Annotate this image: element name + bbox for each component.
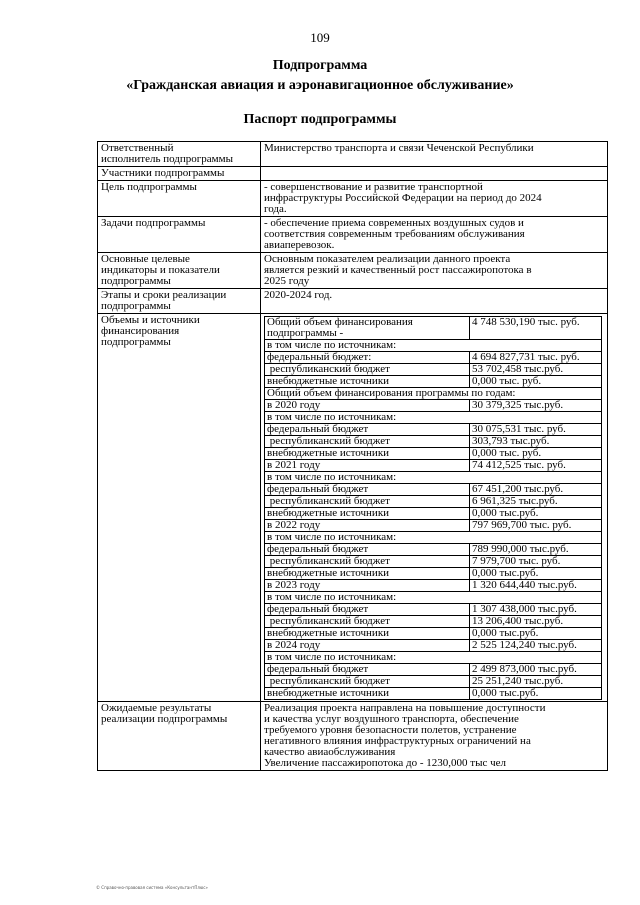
funding-source-label: внебюджетные источники	[265, 376, 470, 388]
funding-source-label: республиканский бюджет	[265, 676, 470, 688]
funding-amount: 1 320 644,440 тыс.руб.	[470, 580, 602, 592]
funding-section-label: в том числе по источникам:	[265, 592, 602, 604]
funding-amount: 789 990,000 тыс.руб.	[470, 544, 602, 556]
passport-row-stages	[98, 289, 608, 314]
funding-amount: 7 979,700 тыс. руб.	[470, 556, 602, 568]
funding-row	[265, 520, 602, 532]
funding-amount: 67 451,200 тыс.руб.	[470, 484, 602, 496]
row-value: 2020-2024 год.	[261, 289, 608, 314]
funding-source-label: республиканский бюджет	[265, 436, 470, 448]
row-value: Основным показателем реализации данного проекта является резкий и качественный рост пассажиропотока в 2025 году	[261, 253, 608, 289]
row-label: Участники подпрограммы	[98, 167, 261, 181]
funding-table	[264, 316, 602, 700]
passport-heading: Паспорт подпрограммы	[243, 112, 397, 127]
funding-row	[265, 556, 602, 568]
funding-row	[265, 580, 602, 592]
funding-source-label: внебюджетные источники	[265, 508, 470, 520]
funding-amount: 797 969,700 тыс. руб.	[470, 520, 602, 532]
funding-row	[265, 628, 602, 640]
footer-note: © Справочно-правовая система «КонсультантПлюс»	[96, 885, 208, 890]
funding-row	[265, 568, 602, 580]
funding-amount: 2 499 873,000 тыс.руб.	[470, 664, 602, 676]
funding-row	[265, 676, 602, 688]
funding-row	[265, 364, 602, 376]
funding-row	[265, 688, 602, 700]
funding-row	[265, 460, 602, 472]
funding-amount: 30 075,531 тыс. руб.	[470, 424, 602, 436]
funding-section-label: в том числе по источникам:	[265, 532, 602, 544]
funding-amount: 4 694 827,731 тыс. руб.	[470, 352, 602, 364]
funding-source-label: в 2022 году	[265, 520, 470, 532]
funding-source-label: в 2020 году	[265, 400, 470, 412]
funding-amount: 0,000 тыс.руб.	[470, 688, 602, 700]
funding-source-label: республиканский бюджет	[265, 556, 470, 568]
funding-amount: 303,793 тыс.руб.	[470, 436, 602, 448]
funding-source-label: федеральный бюджет	[265, 544, 470, 556]
funding-source-label: внебюджетные источники	[265, 628, 470, 640]
row-label: Этапы и сроки реализации подпрограммы	[98, 289, 261, 314]
funding-section-row	[265, 592, 602, 604]
row-value: - совершенствование и развитие транспортной инфраструктуры Российской Федерации на период до 2024 года.	[261, 181, 608, 217]
funding-total-label: Общий объем финансирования подпрограммы -	[265, 317, 470, 340]
funding-source-label: федеральный бюджет	[265, 484, 470, 496]
funding-source-label: внебюджетные источники	[265, 568, 470, 580]
row-value: Министерство транспорта и связи Чеченской Республики	[261, 142, 608, 167]
funding-source-label: федеральный бюджет	[265, 664, 470, 676]
funding-total-row	[265, 317, 602, 340]
funding-section-label: в том числе по источникам:	[265, 340, 602, 352]
funding-row	[265, 604, 602, 616]
row-label: Задачи подпрограммы	[98, 217, 261, 253]
funding-amount: 1 307 438,000 тыс.руб.	[470, 604, 602, 616]
funding-row	[265, 448, 602, 460]
funding-section-label: в том числе по источникам:	[265, 472, 602, 484]
funding-row	[265, 376, 602, 388]
funding-amount: 0,000 тыс. руб.	[470, 448, 602, 460]
passport-row-participants	[98, 167, 608, 181]
row-value: Реализация проекта направлена на повышение доступности и качества услуг воздушного транспорта, обеспечение требуемого уровня безопасности полетов, устранение негативного влияния инфраструктурных ограничений на качество авиаобслуживания Увеличение пассажиропотока до - 1230,000 тыс чел	[261, 702, 608, 771]
funding-total-value: 4 748 530,190 тыс. руб.	[470, 317, 602, 340]
funding-amount: 30 379,325 тыс.руб.	[470, 400, 602, 412]
funding-amount: 74 412,525 тыс. руб.	[470, 460, 602, 472]
funding-source-label: в 2023 году	[265, 580, 470, 592]
funding-source-label: федеральный бюджет:	[265, 352, 470, 364]
funding-amount: 0,000 тыс. руб.	[470, 376, 602, 388]
funding-source-label: в 2021 году	[265, 460, 470, 472]
funding-source-label: внебюджетные источники	[265, 688, 470, 700]
row-label: Основные целевые индикаторы и показатели подпрограммы	[98, 253, 261, 289]
passport-row-goal	[98, 181, 608, 217]
subprogram-title: «Гражданская авиация и аэронавигационное обслуживание»	[126, 78, 514, 93]
funding-source-label: республиканский бюджет	[265, 616, 470, 628]
page-number: 109	[310, 30, 330, 45]
funding-source-label: республиканский бюджет	[265, 496, 470, 508]
funding-row	[265, 616, 602, 628]
funding-source-label: республиканский бюджет	[265, 364, 470, 376]
funding-row	[265, 508, 602, 520]
row-label: Цель подпрограммы	[98, 181, 261, 217]
passport-row-indicators	[98, 253, 608, 289]
funding-amount: 6 961,325 тыс.руб.	[470, 496, 602, 508]
row-label: Ответственный исполнитель подпрограммы	[98, 142, 261, 167]
funding-section-label: Общий объем финансирования программы по годам:	[265, 388, 602, 400]
passport-row-executor	[98, 142, 608, 167]
funding-row	[265, 496, 602, 508]
funding-row	[265, 424, 602, 436]
funding-source-label: федеральный бюджет	[265, 424, 470, 436]
row-label: Ожидаемые результаты реализации подпрограммы	[98, 702, 261, 771]
funding-row	[265, 544, 602, 556]
funding-row	[265, 640, 602, 652]
funding-section-row	[265, 340, 602, 352]
funding-section-row	[265, 652, 602, 664]
funding-row	[265, 352, 602, 364]
funding-amount: 53 702,458 тыс.руб.	[470, 364, 602, 376]
row-value	[261, 314, 608, 702]
funding-section-row	[265, 532, 602, 544]
subprogram-heading: Подпрограмма	[272, 58, 368, 73]
funding-section-label: в том числе по источникам:	[265, 652, 602, 664]
funding-row	[265, 436, 602, 448]
funding-section-row	[265, 388, 602, 400]
funding-section-row	[265, 412, 602, 424]
funding-section-label: в том числе по источникам:	[265, 412, 602, 424]
funding-amount: 2 525 124,240 тыс.руб.	[470, 640, 602, 652]
funding-row	[265, 400, 602, 412]
funding-row	[265, 664, 602, 676]
funding-source-label: в 2024 году	[265, 640, 470, 652]
row-value: - обеспечение приема современных воздушных судов и соответствия современным требованиям обслуживания авиаперевозок.	[261, 217, 608, 253]
funding-row	[265, 484, 602, 496]
funding-amount: 13 206,400 тыс.руб.	[470, 616, 602, 628]
funding-section-row	[265, 472, 602, 484]
funding-source-label: внебюджетные источники	[265, 448, 470, 460]
passport-table	[97, 141, 608, 771]
row-label: Объемы и источники финансирования подпрограммы	[98, 314, 261, 702]
funding-amount: 0,000 тыс.руб.	[470, 628, 602, 640]
funding-amount: 0,000 тыс.руб.	[470, 508, 602, 520]
passport-row-funding	[98, 314, 608, 702]
row-value	[261, 167, 608, 181]
funding-amount: 0,000 тыс.руб.	[470, 568, 602, 580]
passport-row-tasks	[98, 217, 608, 253]
funding-amount: 25 251,240 тыс.руб.	[470, 676, 602, 688]
passport-row-results	[98, 702, 608, 771]
funding-source-label: федеральный бюджет	[265, 604, 470, 616]
